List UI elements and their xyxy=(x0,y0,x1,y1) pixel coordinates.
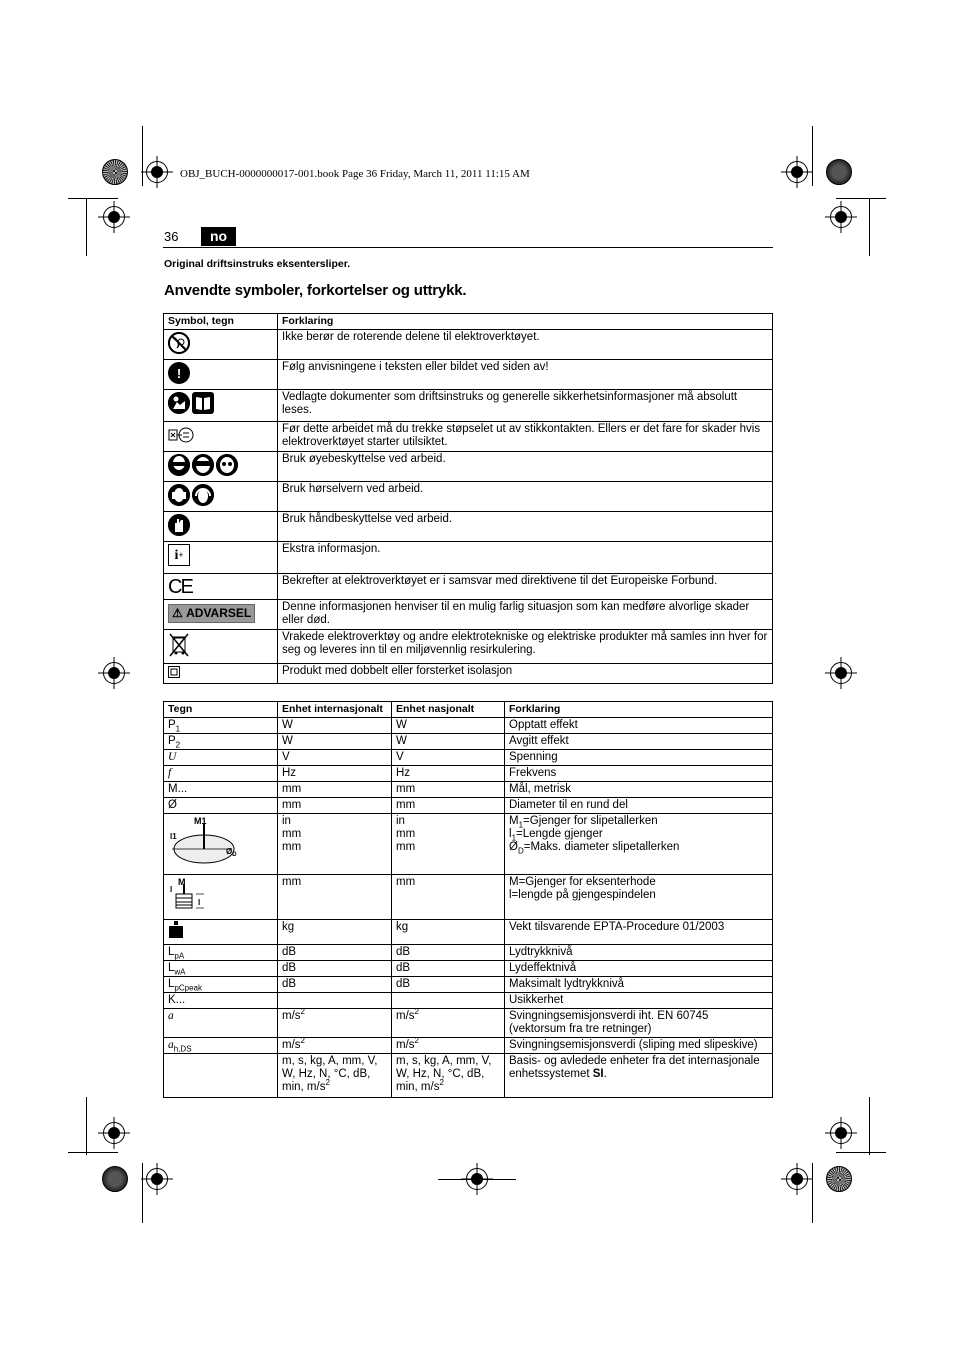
crop-mark xyxy=(869,1097,870,1155)
unit-nat: dB xyxy=(392,945,505,961)
table-row xyxy=(164,977,773,993)
row-description: Opptatt effekt xyxy=(505,718,773,734)
table-row xyxy=(164,920,773,945)
table-row xyxy=(164,875,773,920)
crop-mark xyxy=(836,1152,886,1153)
warning-exclamation-icon: ! xyxy=(168,362,190,384)
table-row xyxy=(164,1009,773,1038)
label-l: l xyxy=(198,898,201,907)
table-row xyxy=(164,798,773,814)
row-description: Vekt tilsvarende EPTA-Procedure 01/2003 xyxy=(505,920,773,945)
unit-nat: W xyxy=(392,734,505,750)
table-row xyxy=(164,750,773,766)
table-row xyxy=(164,945,773,961)
symbol-cell: U xyxy=(164,750,278,766)
table-row xyxy=(164,1054,773,1098)
warning-label: ⚠ ADVARSEL xyxy=(168,604,255,623)
row-description: M=Gjenger for eksenterhode l=lengde på gjengespindelen xyxy=(505,875,773,920)
symbol-cell: $L_{pA}$ xyxy=(164,945,278,961)
document-subtitle: Original driftsinstruks eksentersliper. xyxy=(164,258,351,270)
row-description: Maksimalt lydtrykknivå xyxy=(505,977,773,993)
unit-intl: mm xyxy=(278,875,392,920)
goggles-icon xyxy=(192,454,214,476)
units-table xyxy=(163,701,773,1098)
symbol-cell: M... xyxy=(164,782,278,798)
symbol-cell xyxy=(164,875,278,920)
label-od: $Ø_D$ xyxy=(226,847,237,858)
unit-intl: Hz xyxy=(278,766,392,782)
eye-protection-icon xyxy=(168,454,190,476)
symbol-cell: Ø xyxy=(164,798,278,814)
row-description: Frekvens xyxy=(505,766,773,782)
crop-mark xyxy=(142,1163,143,1223)
unit-intl: W xyxy=(278,718,392,734)
row-description: Mål, metrisk xyxy=(505,782,773,798)
row-description: Ikke berør de roterende delene til elektroverktøyet. xyxy=(278,330,773,360)
color-registration-icon xyxy=(826,159,852,185)
unit-nat: dB xyxy=(392,961,505,977)
column-header: Symbol, tegn xyxy=(164,314,278,330)
table-row xyxy=(164,422,773,452)
crop-mark xyxy=(812,1163,813,1223)
label-m: M xyxy=(178,877,186,887)
unit-intl: $m/s^2$ xyxy=(278,1038,392,1054)
unit-nat: dB xyxy=(392,977,505,993)
manual-book-icon xyxy=(192,392,214,414)
crop-mark xyxy=(68,198,118,199)
registration-mark-icon xyxy=(830,1122,852,1144)
unit-intl: in mm mm xyxy=(278,814,392,875)
symbol-cell: $L_{pCpeak}$ xyxy=(164,977,278,993)
crop-mark xyxy=(86,1097,87,1155)
unit-intl: $m/s^2$ xyxy=(278,1009,392,1038)
unplug-icon xyxy=(168,424,194,450)
row-description: $M_1=Gjenger$ for slipetallerken $l_1=Lengde$ gjenger $Ø_D=Maks$. diameter slipetallerken xyxy=(505,814,773,875)
hand-protection-icon xyxy=(168,514,190,536)
unit-intl: W xyxy=(278,734,392,750)
registration-mark-icon xyxy=(830,662,852,684)
table-header-row xyxy=(164,314,773,330)
registration-mark-icon xyxy=(103,1122,125,1144)
crop-mark xyxy=(68,1152,118,1153)
unit-intl: kg xyxy=(278,920,392,945)
symbol-cell xyxy=(164,814,278,875)
no-touch-rotating-icon xyxy=(168,332,190,354)
row-description: Avgitt effekt xyxy=(505,734,773,750)
row-description: Spenning xyxy=(505,750,773,766)
row-description: Følg anvisningene i teksten eller bildet ved siden av! xyxy=(278,360,773,390)
symbol-cell: a xyxy=(164,1009,278,1038)
weight-icon xyxy=(168,921,184,939)
column-header: Enhet nasjonalt xyxy=(392,702,505,718)
table-row xyxy=(164,734,773,750)
double-insulation-icon xyxy=(168,666,180,682)
book-header: OBJ_BUCH-0000000017-001.book Page 36 Friday, March 11, 2011 11:15 AM xyxy=(180,168,530,180)
table-row xyxy=(164,993,773,1009)
registration-mark-icon xyxy=(830,206,852,228)
unit-nat: V xyxy=(392,750,505,766)
row-description: Bekrefter at elektroverktøyet er i samsvar med direktivene til det Europeiske Forbund. xyxy=(278,574,773,600)
unit-nat: mm xyxy=(392,798,505,814)
warning-triangle-icon: ⚠ xyxy=(172,606,183,620)
color-registration-icon xyxy=(826,1166,852,1192)
unit-intl: dB xyxy=(278,945,392,961)
headphone-icon xyxy=(192,484,214,506)
unit-intl: m, s, kg, A, mm, V, W, Hz, N, °C, dB, min, $m/s^2$ xyxy=(278,1054,392,1098)
symbols-table xyxy=(163,313,773,684)
table-row xyxy=(164,766,773,782)
registration-mark-icon xyxy=(103,206,125,228)
row-description: Svingningsemisjonsverdi iht. EN 60745 (vektorsum fra tre retninger) xyxy=(505,1009,773,1038)
unit-nat: mm xyxy=(392,875,505,920)
row-description: Vedlagte dokumenter som driftsinstruks og generelle sikkerhetsinformasjoner må absolutt leses. xyxy=(278,390,773,422)
registration-mark-icon xyxy=(786,161,808,183)
row-description: Basis- og avledede enheter fra det internasjonale enhetssystemet SI. xyxy=(505,1054,773,1098)
registration-mark-icon xyxy=(146,1168,168,1190)
table-row xyxy=(164,600,773,630)
table-row xyxy=(164,961,773,977)
unit-intl xyxy=(278,993,392,1009)
unit-intl: dB xyxy=(278,977,392,993)
symbol-cell: $P_2$ xyxy=(164,734,278,750)
unit-nat: Hz xyxy=(392,766,505,782)
table-header-row xyxy=(164,702,773,718)
table-row xyxy=(164,1038,773,1054)
registration-mark-icon xyxy=(786,1168,808,1190)
table-row xyxy=(164,512,773,542)
eccentric-head-diagram xyxy=(168,876,218,914)
color-registration-icon xyxy=(102,1166,128,1192)
column-header: Enhet internasjonalt xyxy=(278,702,392,718)
table-row xyxy=(164,782,773,798)
registration-mark-icon xyxy=(146,161,168,183)
row-description: Produkt med dobbelt eller forsterket isolasjon xyxy=(278,664,773,684)
table-row xyxy=(164,360,773,390)
crop-mark xyxy=(836,198,886,199)
symbol-cell: f xyxy=(164,766,278,782)
weee-bin-icon xyxy=(168,632,190,662)
row-description: Diameter til en rund del xyxy=(505,798,773,814)
unit-intl: mm xyxy=(278,798,392,814)
row-description: Bruk håndbeskyttelse ved arbeid. xyxy=(278,512,773,542)
unit-nat: mm xyxy=(392,782,505,798)
ear-protection-icon xyxy=(168,484,190,506)
row-description: Bruk hørselvern ved arbeid. xyxy=(278,482,773,512)
row-description: Bruk øyebeskyttelse ved arbeid. xyxy=(278,452,773,482)
crop-mark xyxy=(142,126,143,186)
page-title: Anvendte symboler, forkortelser og uttrykk. xyxy=(164,282,467,299)
table-row xyxy=(164,390,773,422)
crop-mark xyxy=(869,198,870,256)
unit-intl: mm xyxy=(278,782,392,798)
row-description: Ekstra informasjon. xyxy=(278,542,773,574)
unit-nat: W xyxy=(392,718,505,734)
row-description: Lydeffektnivå xyxy=(505,961,773,977)
table-row xyxy=(164,542,773,574)
symbol-cell xyxy=(164,920,278,945)
registration-mark-icon xyxy=(103,662,125,684)
table-row xyxy=(164,664,773,684)
crop-mark xyxy=(812,126,813,186)
table-row xyxy=(164,482,773,512)
label-l: l xyxy=(170,885,173,894)
table-row xyxy=(164,718,773,734)
unit-nat: $m/s^2$ xyxy=(392,1038,505,1054)
symbol-cell: K... xyxy=(164,993,278,1009)
face-shield-icon xyxy=(216,454,238,476)
language-badge: no xyxy=(201,227,236,246)
table-row xyxy=(164,452,773,482)
symbol-cell: $P_1$ xyxy=(164,718,278,734)
table-row xyxy=(164,330,773,360)
table-row xyxy=(164,814,773,875)
row-description: Vrakede elektroverktøy og andre elektrotekniske og elektriske produkter må samles inn hver for seg og leveres inn til en miljøvennlig resirkulering. xyxy=(278,630,773,664)
info-icon: i + xyxy=(168,544,190,566)
unit-nat: $m/s^2$ xyxy=(392,1009,505,1038)
row-description: Denne informasjonen henviser til en mulig farlig situasjon som kan medføre alvorlige skader eller død. xyxy=(278,600,773,630)
row-description: Lydtrykknivå xyxy=(505,945,773,961)
column-header: Forklaring xyxy=(278,314,773,330)
unit-intl: dB xyxy=(278,961,392,977)
column-header: Tegn xyxy=(164,702,278,718)
color-registration-icon xyxy=(102,159,128,185)
crop-mark xyxy=(438,1179,516,1180)
symbol-cell: $a_{h,DS}$ xyxy=(164,1038,278,1054)
column-header: Forklaring xyxy=(505,702,773,718)
row-description: Før dette arbeidet må du trekke støpselet ut av stikkontakten. Ellers er det fare for skader hvis elektroverktøyet starter utilsiktet. xyxy=(278,422,773,452)
unit-intl: V xyxy=(278,750,392,766)
row-description: Usikkerhet xyxy=(505,993,773,1009)
table-row xyxy=(164,574,773,600)
row-description: Svingningsemisjonsverdi (sliping med slipeskive) xyxy=(505,1038,773,1054)
ce-mark-icon: CE xyxy=(168,576,192,598)
sanding-pad-diagram xyxy=(168,815,248,869)
unit-nat: kg xyxy=(392,920,505,945)
unit-nat xyxy=(392,993,505,1009)
unit-nat: in mm mm xyxy=(392,814,505,875)
label-m1: M1 xyxy=(194,816,207,826)
symbol-cell: $L_{wA}$ xyxy=(164,961,278,977)
read-manual-icon xyxy=(168,392,190,414)
crop-mark xyxy=(86,198,87,256)
label-l1: l1 xyxy=(170,832,177,841)
header-rule xyxy=(163,247,773,248)
unit-nat: m, s, kg, A, mm, V, W, Hz, N, °C, dB, min, $m/s^2$ xyxy=(392,1054,505,1098)
symbol-cell xyxy=(164,1054,278,1098)
table-row xyxy=(164,630,773,664)
page-number: 36 xyxy=(164,229,179,244)
